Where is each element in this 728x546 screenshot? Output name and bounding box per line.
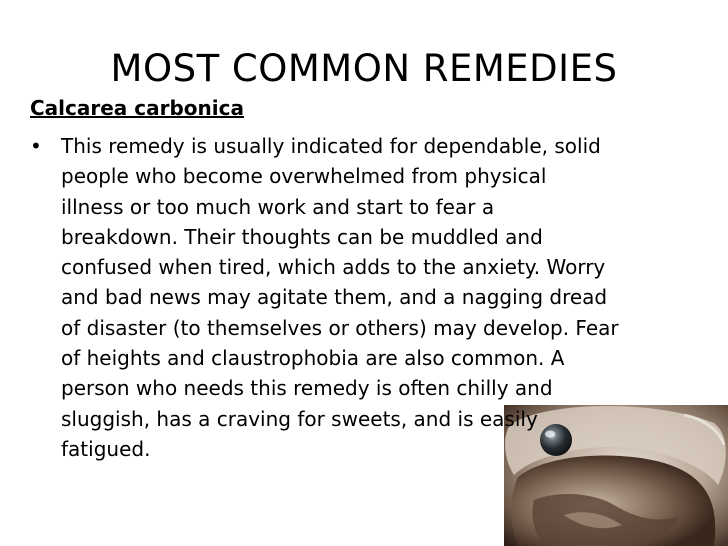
bullet-line: people who become overwhelmed from physical bbox=[61, 164, 547, 189]
remedy-subheading: Calcarea carbonica bbox=[30, 96, 244, 120]
bullet-dot: • bbox=[30, 134, 42, 158]
bullet-line: of disaster (to themselves or others) may develop. Fear bbox=[61, 315, 619, 340]
bullet-line: person who needs this remedy is often chilly and bbox=[61, 376, 553, 401]
bullet-line: and bad news may agitate them, and a nagging dread bbox=[61, 285, 608, 310]
bullet-line: fatigued. bbox=[61, 436, 151, 461]
bullet-line: of heights and claustrophobia are also common. A bbox=[61, 346, 565, 371]
bullet-line: sluggish, has a craving for sweets, and is easily bbox=[61, 406, 538, 431]
bullet-line: illness or too much work and start to fear a bbox=[61, 194, 495, 219]
bullet-text bbox=[61, 131, 711, 464]
bullet-line: This remedy is usually indicated for dependable, solid bbox=[61, 134, 601, 158]
bullet-line: confused when tired, which adds to the anxiety. Worry bbox=[61, 255, 606, 280]
bullet-line: breakdown. Their thoughts can be muddled and bbox=[61, 224, 543, 249]
slide-title: MOST COMMON REMEDIES bbox=[110, 47, 618, 90]
